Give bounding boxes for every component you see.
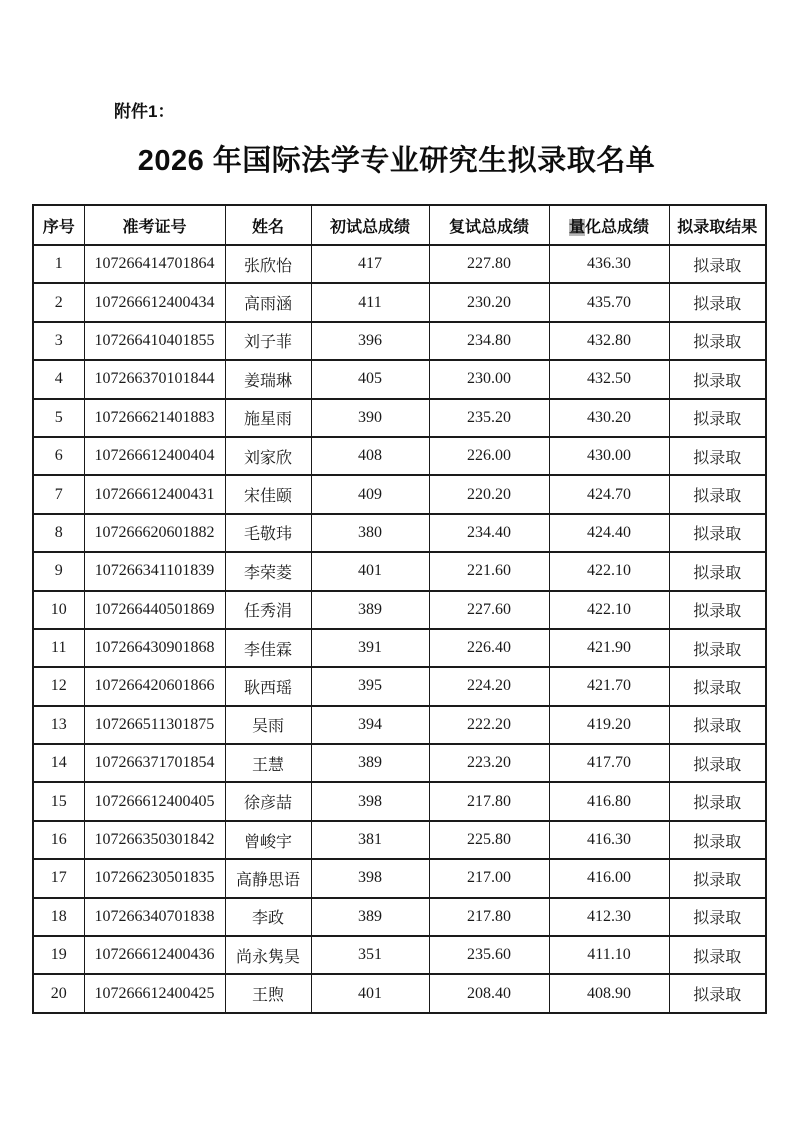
cell-name: 李佳霖 — [225, 629, 311, 667]
cell-result: 拟录取 — [669, 859, 766, 897]
cell-retest-score: 217.80 — [429, 782, 549, 820]
cell-retest-score: 230.20 — [429, 283, 549, 321]
cell-result: 拟录取 — [669, 629, 766, 667]
cell-initial-score: 381 — [311, 821, 429, 859]
cell-exam-no: 107266350301842 — [84, 821, 225, 859]
cell-quantified-score: 417.70 — [549, 744, 669, 782]
cell-initial-score: 351 — [311, 936, 429, 974]
table-row — [33, 399, 766, 437]
cell-quantified-score: 432.50 — [549, 360, 669, 398]
table-row — [33, 859, 766, 897]
cell-exam-no: 107266440501869 — [84, 591, 225, 629]
cell-name: 刘子菲 — [225, 322, 311, 360]
column-header-index: 序号 — [33, 205, 84, 245]
cell-retest-score: 208.40 — [429, 974, 549, 1012]
cell-index: 15 — [33, 782, 84, 820]
cell-exam-no: 107266420601866 — [84, 667, 225, 705]
cell-exam-no: 107266612400404 — [84, 437, 225, 475]
cell-index: 20 — [33, 974, 84, 1012]
cell-initial-score: 411 — [311, 283, 429, 321]
cell-quantified-score: 424.70 — [549, 475, 669, 513]
cell-retest-score: 234.80 — [429, 322, 549, 360]
cell-exam-no: 107266414701864 — [84, 245, 225, 283]
cell-index: 8 — [33, 514, 84, 552]
table-header-row — [33, 205, 766, 245]
cell-index: 18 — [33, 898, 84, 936]
cell-initial-score: 390 — [311, 399, 429, 437]
cell-result: 拟录取 — [669, 399, 766, 437]
table-row — [33, 552, 766, 590]
cell-index: 5 — [33, 399, 84, 437]
cell-quantified-score: 422.10 — [549, 552, 669, 590]
cell-index: 3 — [33, 322, 84, 360]
cell-quantified-score: 435.70 — [549, 283, 669, 321]
cell-initial-score: 405 — [311, 360, 429, 398]
cell-index: 7 — [33, 475, 84, 513]
cell-initial-score: 389 — [311, 744, 429, 782]
cell-exam-no: 107266621401883 — [84, 399, 225, 437]
cell-result: 拟录取 — [669, 245, 766, 283]
cell-quantified-score: 421.90 — [549, 629, 669, 667]
cell-retest-score: 217.00 — [429, 859, 549, 897]
cell-result: 拟录取 — [669, 514, 766, 552]
cell-exam-no: 107266612400405 — [84, 782, 225, 820]
table-row — [33, 283, 766, 321]
cell-initial-score: 401 — [311, 974, 429, 1012]
cell-index: 6 — [33, 437, 84, 475]
table-row — [33, 936, 766, 974]
cell-result: 拟录取 — [669, 591, 766, 629]
cell-result: 拟录取 — [669, 706, 766, 744]
cell-initial-score: 395 — [311, 667, 429, 705]
cell-index: 17 — [33, 859, 84, 897]
cell-result: 拟录取 — [669, 667, 766, 705]
table-row — [33, 360, 766, 398]
cell-retest-score: 230.00 — [429, 360, 549, 398]
cell-result: 拟录取 — [669, 898, 766, 936]
column-header-result: 拟录取结果 — [669, 205, 766, 245]
cell-name: 李政 — [225, 898, 311, 936]
cell-initial-score: 389 — [311, 591, 429, 629]
cell-index: 16 — [33, 821, 84, 859]
column-header-initial-score: 初试总成绩 — [311, 205, 429, 245]
cell-initial-score: 401 — [311, 552, 429, 590]
column-header-exam-no: 准考证号 — [84, 205, 225, 245]
cell-retest-score: 226.00 — [429, 437, 549, 475]
cell-retest-score: 226.40 — [429, 629, 549, 667]
cell-exam-no: 107266430901868 — [84, 629, 225, 667]
cell-quantified-score: 430.00 — [549, 437, 669, 475]
cell-quantified-score: 436.30 — [549, 245, 669, 283]
cell-retest-score: 221.60 — [429, 552, 549, 590]
cell-index: 2 — [33, 283, 84, 321]
cell-exam-no: 107266612400434 — [84, 283, 225, 321]
cell-initial-score: 398 — [311, 859, 429, 897]
table-row — [33, 667, 766, 705]
cell-quantified-score: 412.30 — [549, 898, 669, 936]
table-row — [33, 591, 766, 629]
cell-exam-no: 107266230501835 — [84, 859, 225, 897]
table-row — [33, 245, 766, 283]
cell-quantified-score: 419.20 — [549, 706, 669, 744]
cell-retest-score: 235.20 — [429, 399, 549, 437]
cell-retest-score: 220.20 — [429, 475, 549, 513]
cell-retest-score: 234.40 — [429, 514, 549, 552]
cell-quantified-score: 416.80 — [549, 782, 669, 820]
cell-quantified-score: 416.00 — [549, 859, 669, 897]
cell-name: 尚永隽昊 — [225, 936, 311, 974]
cell-name: 宋佳颐 — [225, 475, 311, 513]
cell-name: 曾峻宇 — [225, 821, 311, 859]
cell-exam-no: 107266511301875 — [84, 706, 225, 744]
cell-result: 拟录取 — [669, 475, 766, 513]
cell-name: 徐彦喆 — [225, 782, 311, 820]
cell-name: 姜瑞琳 — [225, 360, 311, 398]
attachment-label: 附件1： — [114, 102, 175, 121]
cell-retest-score: 222.20 — [429, 706, 549, 744]
cell-retest-score: 225.80 — [429, 821, 549, 859]
cell-initial-score: 394 — [311, 706, 429, 744]
cell-exam-no: 107266612400436 — [84, 936, 225, 974]
cell-index: 12 — [33, 667, 84, 705]
page-title: 2026 年国际法学专业研究生拟录取名单 — [137, 145, 656, 177]
cell-name: 毛敬玮 — [225, 514, 311, 552]
cell-index: 4 — [33, 360, 84, 398]
cell-name: 李荣菱 — [225, 552, 311, 590]
table-row — [33, 744, 766, 782]
cell-index: 19 — [33, 936, 84, 974]
cell-retest-score: 217.80 — [429, 898, 549, 936]
cell-initial-score: 380 — [311, 514, 429, 552]
cell-quantified-score: 432.80 — [549, 322, 669, 360]
cell-initial-score: 391 — [311, 629, 429, 667]
cell-index: 11 — [33, 629, 84, 667]
cell-result: 拟录取 — [669, 360, 766, 398]
cell-index: 1 — [33, 245, 84, 283]
admission-table — [32, 204, 767, 1014]
cell-index: 14 — [33, 744, 84, 782]
cell-retest-score: 227.60 — [429, 591, 549, 629]
cell-initial-score: 409 — [311, 475, 429, 513]
cell-exam-no: 107266612400431 — [84, 475, 225, 513]
cell-index: 9 — [33, 552, 84, 590]
column-header-name: 姓名 — [225, 205, 311, 245]
cell-initial-score: 417 — [311, 245, 429, 283]
cell-exam-no: 107266410401855 — [84, 322, 225, 360]
cell-quantified-score: 430.20 — [549, 399, 669, 437]
column-header-retest-score: 复试总成绩 — [429, 205, 549, 245]
cell-exam-no: 107266341101839 — [84, 552, 225, 590]
table-row — [33, 322, 766, 360]
cell-result: 拟录取 — [669, 974, 766, 1012]
cell-result: 拟录取 — [669, 782, 766, 820]
cell-initial-score: 398 — [311, 782, 429, 820]
table-row — [33, 974, 766, 1012]
cell-name: 王慧 — [225, 744, 311, 782]
cell-quantified-score: 416.30 — [549, 821, 669, 859]
cell-exam-no: 107266370101844 — [84, 360, 225, 398]
cell-quantified-score: 422.10 — [549, 591, 669, 629]
cell-name: 施星雨 — [225, 399, 311, 437]
cell-exam-no: 107266612400425 — [84, 974, 225, 1012]
cell-exam-no: 107266620601882 — [84, 514, 225, 552]
table-row — [33, 706, 766, 744]
cell-retest-score: 235.60 — [429, 936, 549, 974]
cell-name: 吴雨 — [225, 706, 311, 744]
cell-result: 拟录取 — [669, 322, 766, 360]
cell-name: 张欣怡 — [225, 245, 311, 283]
table-row — [33, 898, 766, 936]
cell-quantified-score: 408.90 — [549, 974, 669, 1012]
table-row — [33, 437, 766, 475]
cell-name: 刘家欣 — [225, 437, 311, 475]
cell-index: 13 — [33, 706, 84, 744]
cell-retest-score: 224.20 — [429, 667, 549, 705]
cell-result: 拟录取 — [669, 283, 766, 321]
table-body — [33, 245, 766, 1013]
cell-exam-no: 107266371701854 — [84, 744, 225, 782]
cell-name: 王煦 — [225, 974, 311, 1012]
cell-name: 耿西瑶 — [225, 667, 311, 705]
cell-quantified-score: 424.40 — [549, 514, 669, 552]
cell-result: 拟录取 — [669, 552, 766, 590]
cell-retest-score: 227.80 — [429, 245, 549, 283]
cell-result: 拟录取 — [669, 744, 766, 782]
cell-result: 拟录取 — [669, 936, 766, 974]
table-row — [33, 782, 766, 820]
column-header-quantified-score: 量化总成绩 — [549, 205, 669, 245]
cell-quantified-score: 421.70 — [549, 667, 669, 705]
table-head — [33, 205, 766, 245]
cell-initial-score: 408 — [311, 437, 429, 475]
cell-retest-score: 223.20 — [429, 744, 549, 782]
cell-initial-score: 389 — [311, 898, 429, 936]
cell-result: 拟录取 — [669, 437, 766, 475]
table-row — [33, 629, 766, 667]
cell-exam-no: 107266340701838 — [84, 898, 225, 936]
table-row — [33, 514, 766, 552]
cell-name: 高静思语 — [225, 859, 311, 897]
table-row — [33, 821, 766, 859]
table-row — [33, 475, 766, 513]
cell-initial-score: 396 — [311, 322, 429, 360]
cell-name: 任秀涓 — [225, 591, 311, 629]
cell-name: 高雨涵 — [225, 283, 311, 321]
cell-result: 拟录取 — [669, 821, 766, 859]
cell-quantified-score: 411.10 — [549, 936, 669, 974]
cell-index: 10 — [33, 591, 84, 629]
